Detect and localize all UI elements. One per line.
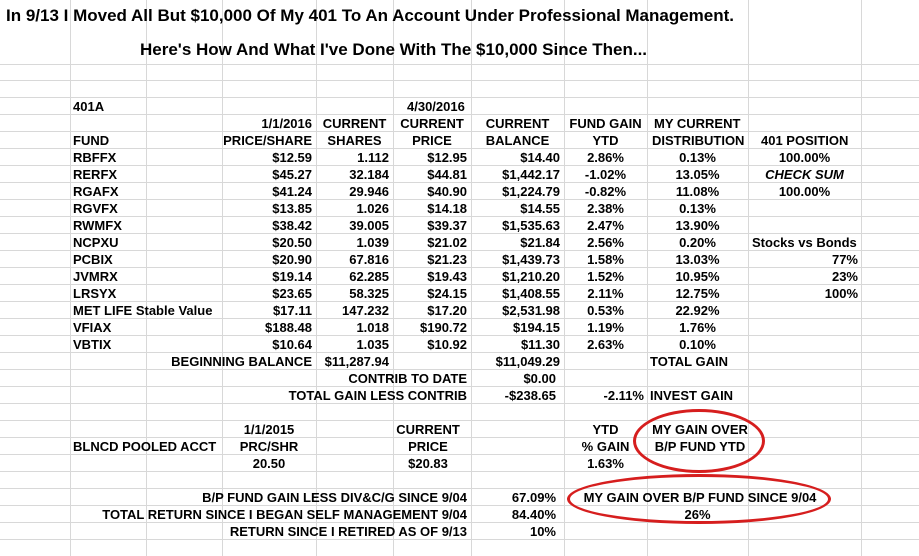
contrib-to-date-label: CONTRIB TO DATE — [348, 371, 467, 386]
header-fund: FUND — [73, 133, 110, 148]
current-total-balance: $11,049.29 — [495, 354, 560, 369]
retired-return-label: RETURN SINCE I RETIRED AS OF 9/13 — [229, 524, 467, 539]
fund-price-share: $188.48 — [265, 320, 312, 335]
fund-shares: 58.325 — [349, 286, 389, 301]
pooled-date: 1/1/2015 — [243, 422, 295, 437]
header-balance: BALANCE — [485, 133, 550, 148]
check-sum-label: CHECK SUM — [765, 167, 844, 182]
fund-price-share: $13.85 — [272, 201, 312, 216]
fund-price: $24.15 — [427, 286, 467, 301]
gridline — [0, 64, 919, 65]
fund-gain: 1.52% — [587, 269, 624, 284]
heading-line2: Here's How And What I've Done With The $10,000 Since Then... — [140, 40, 648, 59]
header-shares: SHARES — [327, 133, 382, 148]
total-return-label: TOTAL RETURN SINCE I BEGAN SELF MANAGEMENT 9/04 — [102, 507, 467, 522]
fund-price-share: $23.65 — [272, 286, 312, 301]
fund-price: $190.72 — [420, 320, 467, 335]
pooled-pct-gain: % GAIN — [581, 439, 630, 454]
fund-balance: $14.40 — [520, 150, 560, 165]
bp-gain-label: B/P FUND GAIN LESS DIV&C/G SINCE 9/04 — [202, 490, 467, 505]
fund-price-share: $45.27 — [272, 167, 312, 182]
fund-name: MET LIFE Stable Value — [73, 303, 213, 318]
fund-gain: 2.47% — [587, 218, 624, 233]
fund-price-share: $10.64 — [272, 337, 312, 352]
pooled-current: CURRENT — [396, 422, 460, 437]
gridline — [70, 0, 71, 556]
gain-less-contrib-label: TOTAL GAIN LESS CONTRIB — [288, 388, 467, 403]
fund-name: PCBIX — [73, 252, 113, 267]
fund-name: RBFFX — [73, 150, 117, 165]
fund-price-share: $12.59 — [272, 150, 312, 165]
gridline — [861, 0, 862, 556]
fund-shares: 29.946 — [349, 184, 389, 199]
fund-name: LRSYX — [73, 286, 117, 301]
fund-name: VBTIX — [73, 337, 112, 352]
fund-price: $21.23 — [427, 252, 467, 267]
header-ytd: YTD — [592, 133, 619, 148]
beginning-balance-label: BEGINNING BALANCE — [171, 354, 312, 369]
fund-balance: $2,531.98 — [502, 303, 560, 318]
fund-distribution: 0.10% — [679, 337, 716, 352]
retired-return-value: 10% — [529, 524, 556, 539]
fund-price: $19.43 — [427, 269, 467, 284]
fund-name: RERFX — [73, 167, 118, 182]
fund-shares: 32.184 — [349, 167, 389, 182]
pooled-prc-shr: PRC/SHR — [239, 439, 299, 454]
fund-shares: 1.018 — [356, 320, 389, 335]
stocks-pct: 77% — [831, 252, 858, 267]
header-my-current: MY CURRENT — [654, 116, 741, 131]
pooled-start-price: 20.50 — [252, 456, 286, 471]
fund-distribution: 1.76% — [679, 320, 716, 335]
pooled-price: PRICE — [408, 439, 448, 454]
fund-name: JVMRX — [73, 269, 118, 284]
fund-name: RGAFX — [73, 184, 119, 199]
fund-gain: -0.82% — [584, 184, 627, 199]
header-fund-gain: FUND GAIN — [569, 116, 642, 131]
fund-price: $14.18 — [427, 201, 467, 216]
invest-gain-label: INVEST GAIN — [650, 388, 734, 403]
fund-shares: 1.112 — [357, 150, 389, 165]
fund-gain: 2.63% — [587, 337, 624, 352]
fund-price-share: $20.50 — [272, 235, 312, 250]
fund-shares: 67.816 — [349, 252, 389, 267]
fund-price: $21.02 — [427, 235, 467, 250]
fund-price-share: $41.24 — [272, 184, 312, 199]
total-return-value: 84.40% — [511, 507, 556, 522]
fund-price: $12.95 — [427, 150, 467, 165]
fund-price-share: $38.42 — [272, 218, 312, 233]
bp-gain-value: 67.09% — [511, 490, 556, 505]
fund-shares: 62.285 — [349, 269, 389, 284]
highlight-oval-ytd — [633, 409, 765, 473]
section-label: 401A — [73, 99, 105, 114]
fund-balance: $1,224.79 — [502, 184, 560, 199]
contrib-to-date-value: $0.00 — [523, 371, 556, 386]
my-gain-over-label: MY GAIN OVER B/P FUND SINCE 9/04 — [583, 490, 817, 505]
header-date1: 1/1/2016 — [261, 116, 312, 131]
header-price: PRICE — [412, 133, 452, 148]
fund-gain: -1.02% — [584, 167, 627, 182]
fund-price: $39.37 — [427, 218, 467, 233]
fund-shares: 1.026 — [356, 201, 389, 216]
fund-balance: $1,535.63 — [502, 218, 560, 233]
heading-line1: In 9/13 I Moved All But $10,000 Of My 401 To An Account Under Professional Management. — [6, 6, 735, 25]
pooled-my-gain-over: MY GAIN OVER — [652, 422, 748, 437]
fund-balance: $1,408.55 — [502, 286, 560, 301]
fund-gain: 2.86% — [587, 150, 624, 165]
fund-distribution: 13.90% — [675, 218, 720, 233]
gain-less-contrib-value: -$238.65 — [504, 388, 556, 403]
fund-name: RGVFX — [73, 201, 118, 216]
header-current-balance: CURRENT — [485, 116, 550, 131]
fund-balance: $11.30 — [520, 337, 560, 352]
fund-price-share: $20.90 — [272, 252, 312, 267]
fund-shares: 1.039 — [356, 235, 389, 250]
pooled-ytd-gain: 1.63% — [587, 456, 624, 471]
fund-price: $40.90 — [427, 184, 467, 199]
fund-distribution: 0.20% — [679, 235, 716, 250]
total-pct: 100% — [824, 286, 858, 301]
highlight-oval-since-904 — [567, 474, 831, 524]
fund-price: $17.20 — [427, 303, 467, 318]
fund-name: VFIAX — [73, 320, 112, 335]
fund-distribution: 12.75% — [675, 286, 720, 301]
fund-gain: 1.19% — [587, 320, 624, 335]
header-401-position: 401 POSITION — [761, 133, 849, 148]
fund-balance: $1,210.20 — [502, 269, 560, 284]
fund-distribution: 10.95% — [675, 269, 720, 284]
fund-balance: $1,439.73 — [502, 252, 560, 267]
fund-gain: 1.58% — [587, 252, 624, 267]
fund-shares: 39.005 — [349, 218, 389, 233]
fund-price: $44.81 — [427, 167, 467, 182]
fund-distribution: 11.08% — [675, 184, 720, 199]
my-gain-over-value: 26% — [684, 507, 711, 522]
beginning-balance-value: $11,287.94 — [324, 354, 389, 369]
header-distribution: DISTRIBUTION — [652, 133, 745, 148]
fund-name: NCPXU — [73, 235, 119, 250]
fund-price: $10.92 — [427, 337, 467, 352]
fund-balance: $1,442.17 — [502, 167, 560, 182]
header-date2: 4/30/2016 — [407, 99, 465, 114]
header-price-share: PRICE/SHARE — [223, 133, 312, 148]
pooled-bp-fund-ytd: B/P FUND YTD — [654, 439, 746, 454]
fund-distribution: 13.03% — [675, 252, 720, 267]
fund-balance: $14.55 — [520, 201, 560, 216]
fund-balance: $21.84 — [520, 235, 560, 250]
position-value: 100.00% — [778, 150, 831, 165]
fund-gain: 2.11% — [587, 286, 624, 301]
header-current-shares: CURRENT — [322, 116, 387, 131]
fund-distribution: 0.13% — [679, 201, 716, 216]
fund-price-share: $19.14 — [272, 269, 312, 284]
gridline — [0, 80, 919, 81]
fund-distribution: 0.13% — [679, 150, 716, 165]
pooled-ytd: YTD — [592, 422, 619, 437]
fund-gain: 0.53% — [587, 303, 624, 318]
total-gain-label: TOTAL GAIN — [650, 354, 728, 369]
fund-distribution: 22.92% — [675, 303, 720, 318]
header-current-price: CURRENT — [400, 116, 464, 131]
invest-gain-value: -2.11% — [603, 388, 644, 403]
check-sum-value: 100.00% — [778, 184, 831, 199]
fund-price-share: $17.11 — [272, 303, 312, 318]
gridline — [146, 0, 147, 556]
fund-name: RWMFX — [73, 218, 122, 233]
fund-gain: 2.56% — [587, 235, 624, 250]
fund-balance: $194.15 — [513, 320, 560, 335]
fund-shares: 1.035 — [356, 337, 389, 352]
bonds-pct: 23% — [831, 269, 858, 284]
pooled-current-price: $20.83 — [408, 456, 448, 471]
stocks-vs-bonds-label: Stocks vs Bonds — [752, 235, 857, 250]
fund-gain: 2.38% — [587, 201, 624, 216]
fund-distribution: 13.05% — [675, 167, 720, 182]
pooled-name: BLNCD POOLED ACCT — [73, 439, 217, 454]
fund-shares: 147.232 — [342, 303, 389, 318]
